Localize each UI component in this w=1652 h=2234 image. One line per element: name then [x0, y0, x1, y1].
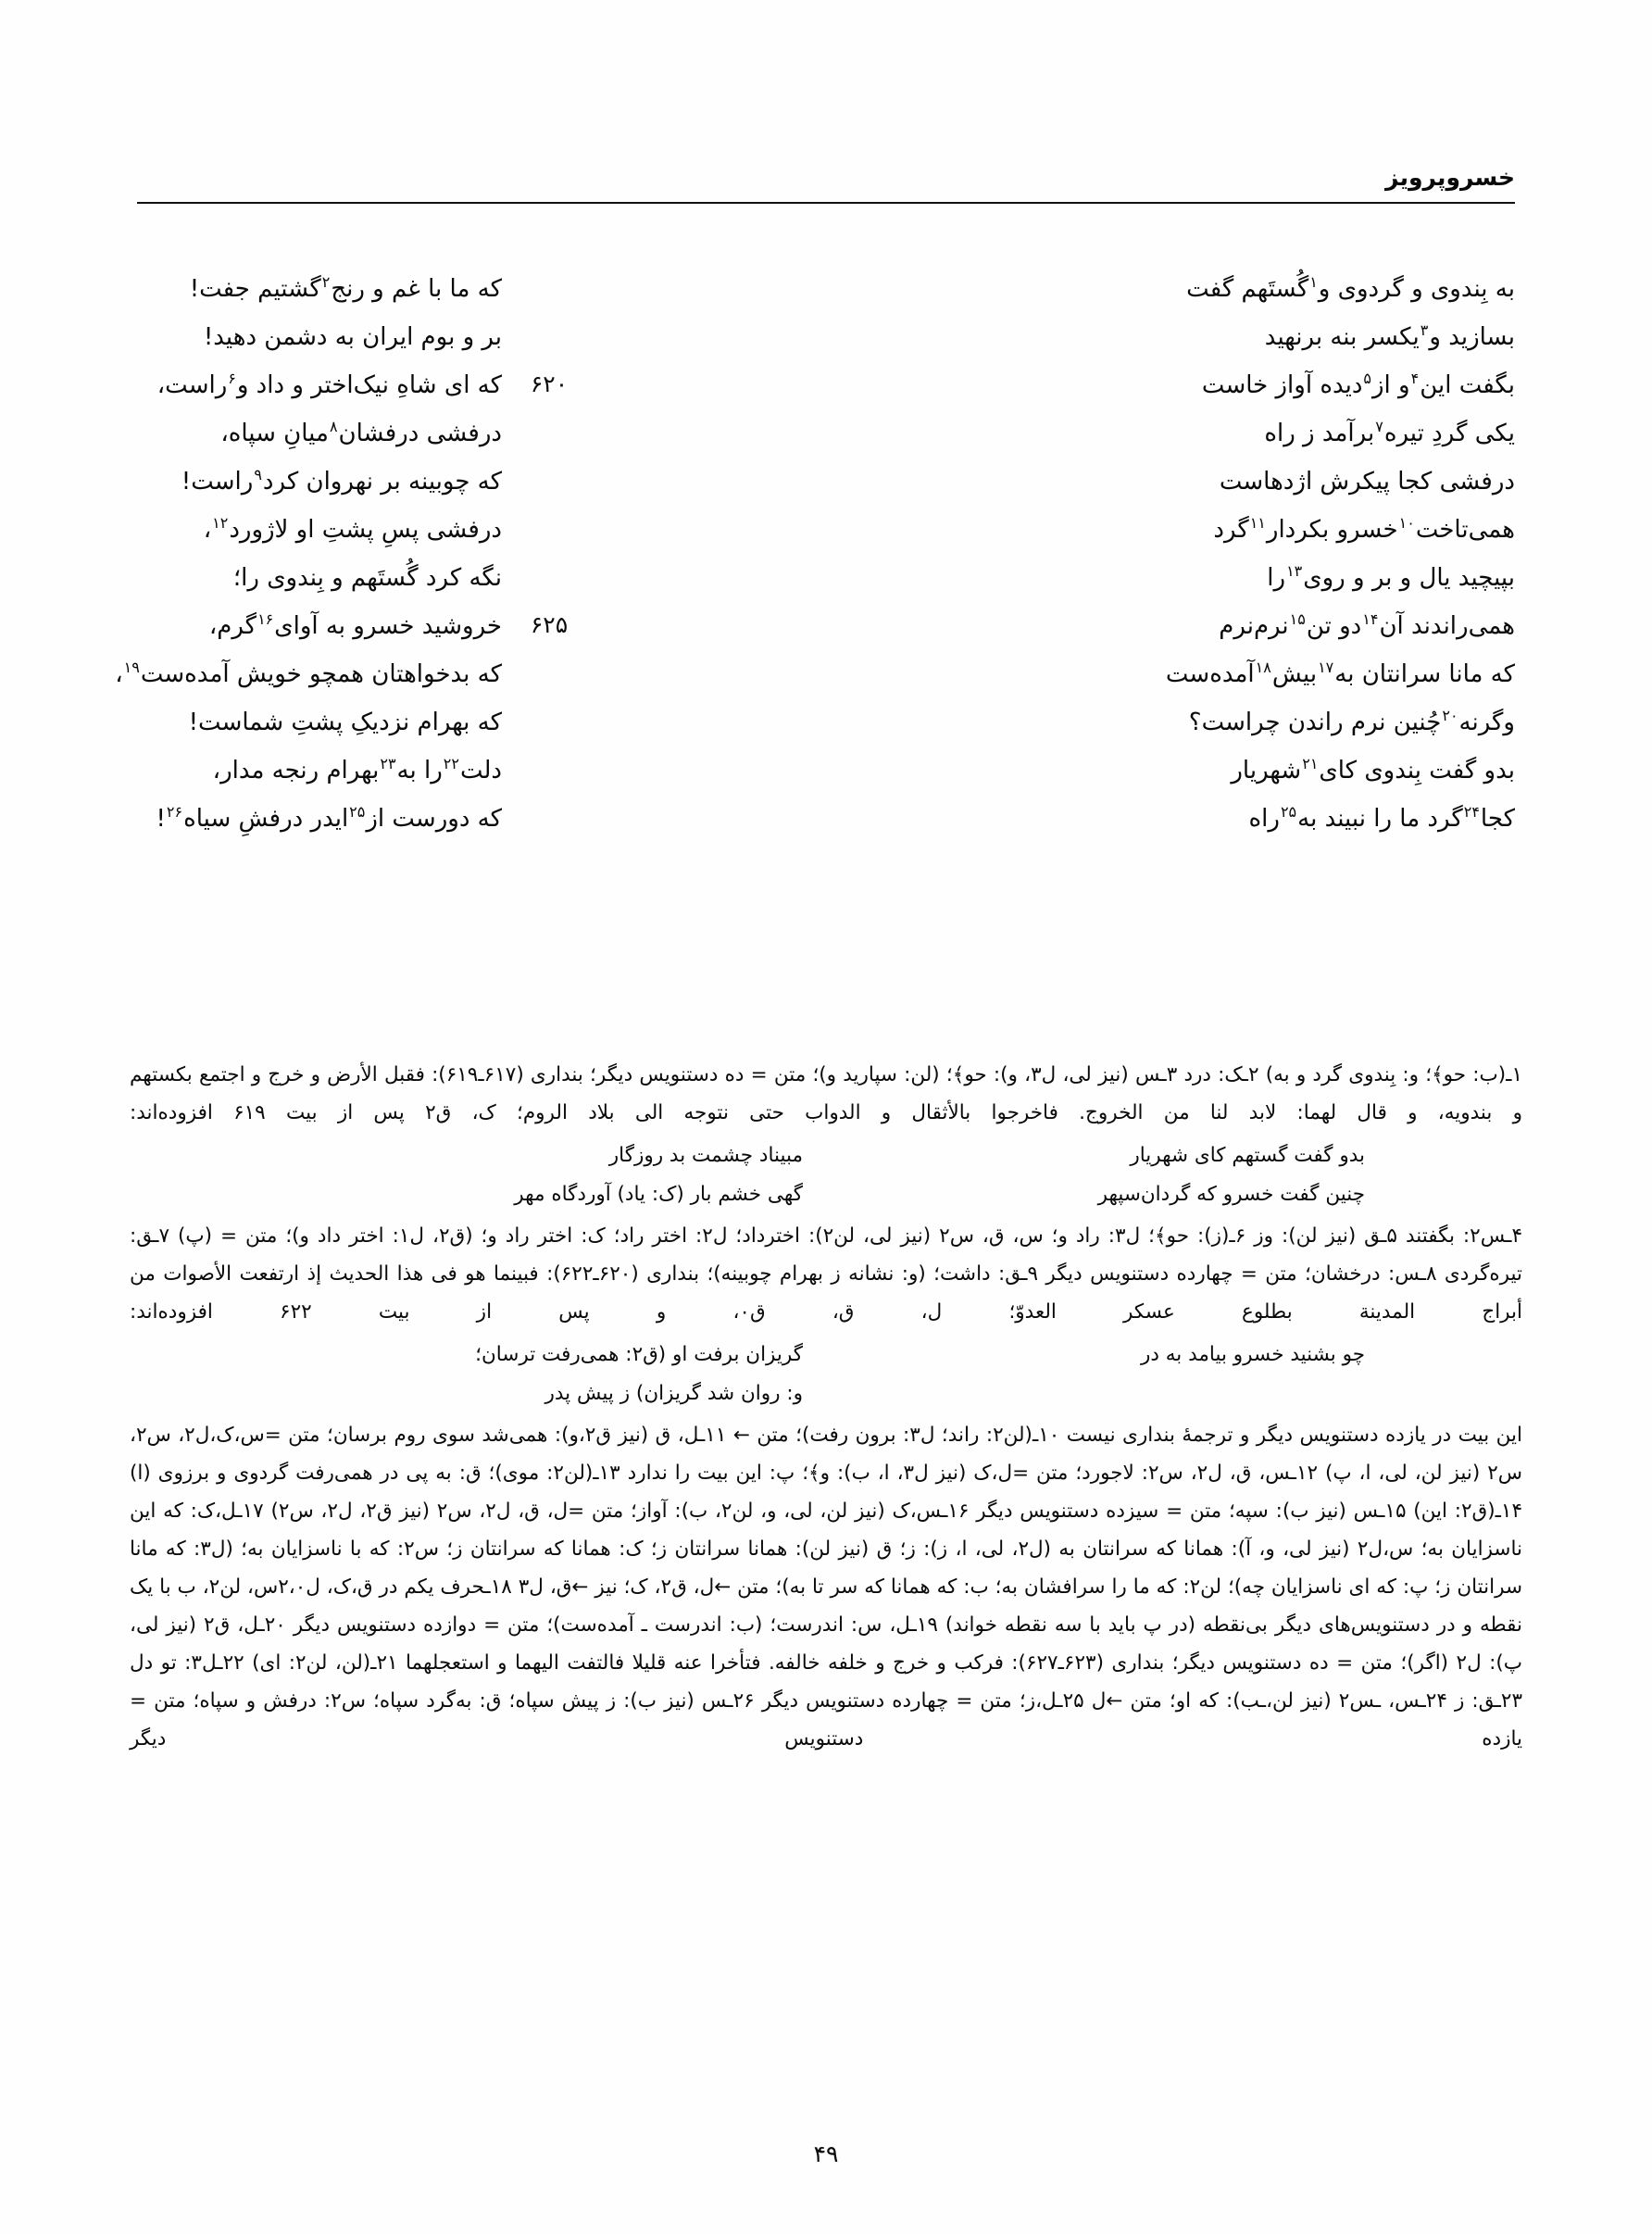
- hemistich-second: [52, 795, 502, 843]
- quoted-verse-line: [130, 1335, 1522, 1374]
- hemistich-first: [1082, 313, 1515, 361]
- footnote-marker: ۲۶: [166, 803, 183, 822]
- verse-segment: بر و بوم ایران به دشمن دهید!: [203, 323, 502, 351]
- quoted-hemistich-first: چنین گفت خسرو که گردان‌سپهر: [1097, 1182, 1365, 1206]
- verse-row: [137, 458, 1515, 506]
- footnote-marker: ۲۵: [1280, 803, 1297, 822]
- verse-segment: همی‌تاخت: [1415, 516, 1515, 544]
- footnote-marker: ۱۷: [1318, 659, 1334, 677]
- verse-segment: راست!: [181, 468, 254, 496]
- verse-segment: کجا: [1480, 805, 1515, 833]
- footnote-marker: ۸: [329, 418, 338, 436]
- footnote-marker: ۱۲: [212, 514, 229, 533]
- apparatus-paragraph: ۴ـس۲: بگفتند ۵ـق (نیز لن): وز ۶ـ(ز): حو﴾؛ ل۳: راد و؛ س، ق، س۲ (نیز لی، لن۲): اخترداد؛ ل۲: اختر راد؛ ک: اختر راد و؛ (ق۲، ل۱: اختر داد و)؛ متن = (پ) ۷ـق: تیره‌گردی ۸ـس: درخشان؛ متن = چهارده دستنویس دیگر ۹ـق: داشت؛ (و: نشانه ز بهرام چوبینه)؛ بنداری (۶۲۰ـ۶۲۲): فبینما هو فی هذا الحدیث إذ ارتفعت الأصوات من أبراج المدینة بطلوع عسکر العدوّ؛ ل، ق، ق۰، و پس از بیت ۶۲۲ افزوده‌اند:: [130, 1224, 1522, 1324]
- hemistich-first: [1082, 506, 1515, 554]
- verse-segment: به بِندوی و گردوی و: [1318, 275, 1515, 303]
- hemistich-second: [52, 747, 502, 795]
- verse-segment: دیده آواز خاست: [1201, 371, 1363, 399]
- verse-segment: گرم،: [208, 612, 257, 640]
- verse-segment: که مانا سرانتان به: [1334, 660, 1515, 688]
- apparatus-paragraph: این بیت در یازده دستنویس دیگر و ترجمهٔ بنداری نیست ۱۰ـ(لن۲: راند؛ ل۳: برون رفت)؛ متن ← ۱۱ـل، ق (نیز ق۲،و): همی‌شد سوی روم برسان؛ متن =س،ک،ل۲، س۲، س۲ (نیز لن، لی، ا، پ) ۱۲ـس، ق، ل۲، س۲: لاجورد؛ متن =ل،ک (نیز ل۳، ا، ب): و﴾؛ پ: این بیت را ندارد ۱۳ـ(لن۲: موی)؛ ق: به پی در همی‌رفت گردوی و برزوی (ا) ۱۴ـ(ق۲: این) ۱۵ـس (نیز ب): سپه؛ متن = سیزده دستنویس دیگر ۱۶ـس،ک (نیز لن، لی، و، لن۲، ب): آواز؛ متن =ل، ق، ل۲، س۲ (نیز ق۲، ل۲، س۲) ۱۷ـل،ک: که این ناسزایان به؛ س،ل۲ (نیز لی، و، آ): همانا که سرانتان به (ل۲، لی، ا، ز): ز؛ ق (نیز لن): همانا سرانتان ز؛ ک: همانا که سرانتان ز؛ س۲: که با ناسزایان به؛ (ل۳: که مانا سرانتان ز؛ پ: که ای ناسزایان چه)؛ لن۲: که ما را سرافشان به؛ ب: که همانا که سر تا به)؛ متن ←ل، ق۲، ک؛ نیز ←ق، ل۳ ۱۸ـحرف یکم در ق،ک، ل۲،۰س، لن۲، ب با یک نقطه و در دستنویس‌های دیگر بی‌نقطه (در پ باید با سه نقطه خواند) ۱۹ـل، س: اندرست؛ (ب: اندرست ـ آمده‌ست)؛ متن = دوازده دستنویس دیگر ۲۰ـل، ق۲ (نیز لی، پ): ل۲ (اگر)؛ متن = ده دستنویس دیگر؛ بنداری (۶۲۳ـ۶۲۷): فرکب و خرج و خلفه خالفه. فتأخرا عنه قلیلا فالتفت الیهما و استعجلهما ۲۱ـ(لن، لن۲: ای) ۲۲ـل۳: تو دل ۲۳ـق: ز ۲۴ـس، ـس۲ (نیز لن،ـب): که او؛ متن ←ل ۲۵ـل،ز؛ متن = چهارده دستنویس دیگر ۲۶ـس (نیز ب): ز پیش سپاه؛ ق: به‌گرد سپاه؛ س۲: درفش و سپاه؛ متن = یازده دستنویس دیگر: [130, 1424, 1523, 1751]
- quoted-verse-line: [130, 1174, 1522, 1213]
- footnote-marker: ۲۴: [1463, 803, 1480, 822]
- verse-row: [137, 265, 1515, 313]
- verse-segment: و از: [1372, 371, 1410, 399]
- quoted-couplet-block-1: [130, 1136, 1522, 1213]
- verse-segment: بپیچید یال و بر و روی: [1303, 564, 1515, 592]
- hemistich-second: [52, 650, 502, 698]
- verse-segment: دلت: [459, 757, 502, 784]
- hemistich-second: [52, 265, 502, 313]
- verse-segment: که بدخواهتان همچو خویش آمده‌ست: [140, 660, 502, 688]
- footnote-marker: ۱۳: [1286, 562, 1303, 581]
- quoted-hemistich-second: گهی خشم بار (ک: یاد) آوردگاه مهر: [514, 1182, 803, 1206]
- hemistich-second: [52, 698, 502, 747]
- footnote-marker: ۷: [1375, 418, 1383, 436]
- verse-row: [137, 506, 1515, 554]
- footnote-marker: ۱۵: [1289, 610, 1306, 629]
- hemistich-second: [52, 602, 502, 650]
- hemistich-second: [52, 409, 502, 458]
- verse-segment: راست،: [156, 371, 228, 399]
- verse-segment: نرم‌نرم: [1219, 612, 1289, 640]
- hemistich-first: [1082, 554, 1515, 602]
- verse-segment: که دورست از: [366, 805, 502, 833]
- verse-row: [137, 554, 1515, 602]
- verse-segment: همی‌راندند آن: [1379, 612, 1515, 640]
- quoted-verse-line: [130, 1374, 1522, 1412]
- hemistich-first: [1082, 361, 1515, 409]
- footnote-marker: ۶: [228, 370, 236, 388]
- hemistich-second: [52, 554, 502, 602]
- verse-segment: دو تن: [1306, 612, 1362, 640]
- verse-segment: بهرام رنجه مدار،: [212, 757, 380, 784]
- footnote-marker: ۱۰: [1398, 514, 1415, 533]
- verse-segment: گرد ما را نبیند به: [1297, 805, 1463, 833]
- verse-segment: گرد: [1213, 516, 1249, 544]
- verse-segment: ایدر درفشِ سیاه: [183, 805, 349, 833]
- hemistich-first: [1082, 650, 1515, 698]
- verse-row: [137, 313, 1515, 361]
- hemistich-first: [1082, 795, 1515, 843]
- folio-number: ۴۹: [813, 2140, 839, 2167]
- verse-segment: ،: [203, 516, 212, 544]
- verse-segment: آمده‌ست: [1165, 660, 1255, 688]
- verse-segment: درفشی کجا پیکرش اژدهاست: [1219, 468, 1515, 496]
- verse-segment: که ای شاهِ نیک‌اختر و داد و: [236, 371, 502, 399]
- verse-segment: میانِ سپاه،: [220, 420, 329, 447]
- verse-segment: بدو گفت بِندوی کای: [1319, 757, 1515, 784]
- header-rule: [137, 202, 1515, 204]
- hemistich-first: [1082, 602, 1515, 650]
- verse-row: [137, 795, 1515, 843]
- footnote-marker: ۱۹: [123, 659, 140, 677]
- critical-apparatus: [130, 1056, 1522, 1758]
- hemistich-first: [1082, 265, 1515, 313]
- verse-segment: ،: [115, 660, 123, 688]
- footnote-marker: ۱۶: [257, 610, 274, 629]
- verse-number: ۶۲۰: [530, 370, 569, 397]
- footnote-marker: ۱۴: [1362, 610, 1379, 629]
- verse-segment: چُنین نرم راندن چراست؟: [1188, 709, 1442, 736]
- footnote-marker: ۳: [1420, 321, 1429, 340]
- footnote-marker: ۱۱: [1249, 514, 1266, 533]
- quoted-hemistich-second: و: روان شد گریزان) ز پیش پدر: [544, 1381, 803, 1405]
- verse-segment: درفشی پسِ پشتِ او لاژورد: [229, 516, 502, 544]
- verse-segment: وگرنه: [1458, 709, 1515, 736]
- hemistich-first: [1082, 409, 1515, 458]
- verse-row: [137, 602, 1515, 650]
- hemistich-first: [1082, 747, 1515, 795]
- verse-segment: بگفت این: [1420, 371, 1515, 399]
- apparatus-paragraph: ۱ـ(ب: حو﴾؛ و: بِندوی گرد و به) ۲ـک: درد ۳ـس (نیز لی، ل۳، و): حو﴾؛ (لن: سپارید و)؛ متن = ده دستنویس دیگر؛ بنداری (۶۱۷ـ۶۱۹): فقبل الأرض و خرج و اجتمع بکستهم و بندویه، و قال لهما: لابد لنا من الخروج. فاخرجوا بالأثقال و الدواب حتی نتوجه الی بلاد الروم؛ ک، ق۲ پس از بیت ۶۱۹ افزوده‌اند:: [130, 1063, 1523, 1124]
- verse-segment: راه: [1248, 805, 1280, 833]
- verse-row: [137, 409, 1515, 458]
- footnote-marker: ۲۲: [443, 755, 459, 773]
- verse-segment: یکی گردِ تیره: [1383, 420, 1515, 447]
- footnote-marker: ۲۱: [1302, 755, 1319, 773]
- verse-row: [115, 650, 1515, 698]
- hemistich-second: [52, 313, 502, 361]
- footnote-marker: ۴: [1410, 370, 1420, 388]
- footnote-marker: ۱۸: [1255, 659, 1271, 677]
- verse-segment: شهریار: [1231, 757, 1302, 784]
- verse-segment: یکسر بنه برنهید: [1264, 323, 1420, 351]
- verse-segment: خروشید خسرو به آوای: [274, 612, 502, 640]
- hemistich-first: [1082, 458, 1515, 506]
- verse-segment: نگه کرد گُستَهم و بِندوی را؛: [232, 564, 502, 592]
- quoted-hemistich-first: بدو گفت گستهم کای شهریار: [1130, 1143, 1365, 1167]
- verse-segment: را به: [396, 757, 443, 784]
- verse-segment: برآمد ز راه: [1264, 420, 1375, 447]
- verse-segment: که چوبینه بر نهروان کرد: [262, 468, 502, 496]
- quoted-hemistich-second: مبیناد چشمت بد روزگار: [608, 1143, 803, 1167]
- verse-segment: که ما با غم و رنج: [331, 275, 502, 303]
- footnote-marker: ۲۵: [349, 803, 366, 822]
- quoted-verse-line: [130, 1136, 1522, 1174]
- footnote-marker: ۲: [321, 273, 331, 292]
- verse-block: [115, 265, 1515, 833]
- verse-row: [137, 361, 1515, 409]
- footnote-marker: ۲۳: [380, 755, 396, 773]
- running-header: [137, 165, 1515, 222]
- hemistich-second: [52, 506, 502, 554]
- verse-number: ۶۲۵: [530, 611, 569, 638]
- footnote-marker: ۹: [254, 466, 262, 484]
- quoted-hemistich-second: گریزان برفت او (ق۲: همی‌رفت ترسان؛: [475, 1342, 803, 1366]
- verse-segment: خسرو بکردار: [1266, 516, 1398, 544]
- hemistich-first: [1082, 698, 1515, 747]
- quoted-hemistich-first: چو بشنید خسرو بیامد به در: [1140, 1342, 1365, 1366]
- verse-segment: گشتیم جفت!: [189, 275, 321, 303]
- footnote-marker: ۵: [1363, 370, 1371, 388]
- verse-segment: بیش: [1271, 660, 1318, 688]
- verse-segment: که بهرام نزدیکِ پشتِ شماست!: [188, 709, 502, 736]
- verse-row: [137, 747, 1515, 795]
- hemistich-second: [52, 458, 502, 506]
- quoted-couplet-block-2: [130, 1335, 1522, 1412]
- footnote-marker: ۱: [1309, 273, 1318, 292]
- verse-segment: گُستَهم گفت: [1186, 275, 1309, 303]
- footnote-marker: ۲۰: [1442, 707, 1458, 725]
- verse-segment: درفشی درفشان: [338, 420, 502, 447]
- verse-row: [137, 698, 1515, 747]
- verse-segment: بسازید و: [1429, 323, 1515, 351]
- verse-segment: !: [156, 805, 166, 833]
- hemistich-second: [52, 361, 502, 409]
- header-title: خسروپرویز: [1385, 164, 1515, 191]
- verse-segment: را: [1267, 564, 1286, 592]
